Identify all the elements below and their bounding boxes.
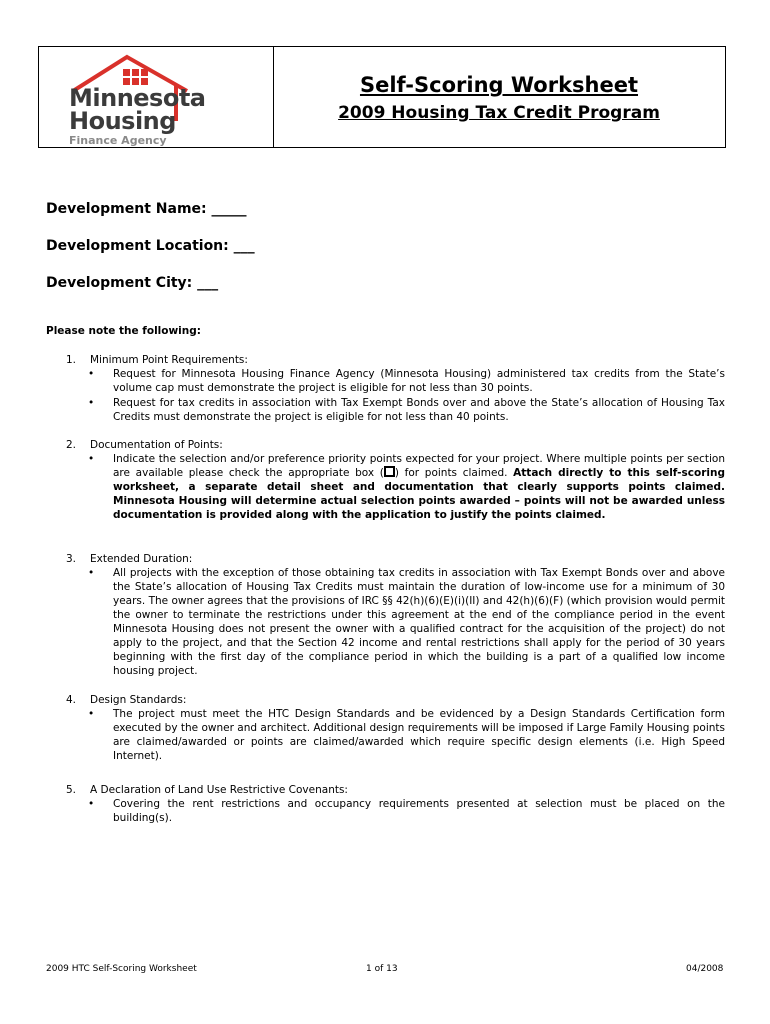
page-subtitle: 2009 Housing Tax Credit Program <box>338 103 660 123</box>
development-location-field[interactable]: Development Location: ___ <box>46 238 255 254</box>
bullet-text-part-a: Indicate the selection and/or preference priority points expected for your project. Where multiple points per section are available please check the appropriate box ( <box>113 453 725 479</box>
list-item-3 <box>66 552 192 566</box>
bullet-text <box>113 452 725 522</box>
item-number: 4. <box>66 694 77 706</box>
item-title: A Declaration of Land Use Restrictive Covenants: <box>90 784 348 796</box>
item-title: Design Standards: <box>90 694 187 706</box>
development-name-field[interactable]: Development Name: _____ <box>46 201 247 217</box>
bullet-text-part-b: ) for points claimed. <box>394 467 514 479</box>
logo-word-minnesota: Minnesota <box>69 84 206 112</box>
item-number: 2. <box>66 439 77 451</box>
bullet-text: Covering the rent restrictions and occupancy requirements presented at selection must be placed on the building(s). <box>113 798 725 824</box>
bullet-text: The project must meet the HTC Design Standards and be evidenced by a Design Standards Certification form executed by the owner and architect. Additional design requirements will be imposed if Large Family Housing points are claimed/awarded or points are claimed/awarded which require specific design elements (i.e. High Speed Internet). <box>113 708 725 762</box>
development-city-field[interactable]: Development City: ___ <box>46 275 219 291</box>
bullet-icon: • <box>88 708 95 720</box>
bullet-icon: • <box>88 368 95 380</box>
footer-left: 2009 HTC Self-Scoring Worksheet <box>46 964 197 974</box>
bullet-icon: • <box>88 453 95 465</box>
header-box <box>38 46 726 148</box>
list-item-2 <box>66 438 223 452</box>
footer-page-number: 1 of 13 <box>366 964 398 974</box>
page-title: Self-Scoring Worksheet <box>359 73 639 97</box>
item-title: Extended Duration: <box>90 553 193 565</box>
bullet-text: All projects with the exception of those obtaining tax credits in association with Tax Exempt Bonds over and above the State’s allocation of Housing Tax Credits must maintain the duration of low-income use for a minimum of 30 years. The owner agrees that the provisions of IRC §§ 42(h)(6)(E)(i)(II) and 42(h)(6)(F) (which provision would permit the owner to terminate the restrictions under this agreement at the end of the compliance period in the event Minnesota Housing does not present the owner with a qualified contract for the acquisition of the project) do not apply to the project, and that the Section 42 income and rental restrictions shall apply for the period of 30 years beginning with the first day of the compliance period in which the building is a part of a qualified low income housing project. <box>113 567 725 677</box>
bullet-text: Request for tax credits in association with Tax Exempt Bonds over and above the State’s allocation of Housing Tax Credits must demonstrate the project is eligible for not less than 40 points. <box>113 397 725 423</box>
bullet-icon: • <box>88 397 95 409</box>
footer-date: 04/2008 <box>686 964 724 974</box>
item-number: 3. <box>66 553 77 565</box>
logo-cell <box>39 47 274 147</box>
note-heading: Please note the following: <box>46 325 201 337</box>
checkbox-icon <box>384 466 395 477</box>
item-number: 1. <box>66 354 77 366</box>
list-item-5 <box>66 783 348 797</box>
logo-word-housing: Housing <box>69 107 176 135</box>
list-item-1 <box>66 353 248 367</box>
item-title: Documentation of Points: <box>90 439 223 451</box>
bullet-text: Request for Minnesota Housing Finance Agency (Minnesota Housing) administered tax credits from the State’s volume cap must demonstrate the project is eligible for not less than 30 points. <box>113 368 725 394</box>
bullet-text-bold: Attach directly to this self-scoring worksheet, a separate detail sheet and documentation that clearly supports points claimed. Minnesota Housing will determine actual selection points awarded – points will not be awarded unless documentation is provided along with the application to justify the points claimed. <box>113 467 725 521</box>
logo-word-finance-agency: Finance Agency <box>69 134 167 147</box>
list-item-4 <box>66 693 186 707</box>
item-title: Minimum Point Requirements: <box>90 354 248 366</box>
bullet-icon: • <box>88 798 95 810</box>
item-number: 5. <box>66 784 77 796</box>
bullet-icon: • <box>88 567 95 579</box>
